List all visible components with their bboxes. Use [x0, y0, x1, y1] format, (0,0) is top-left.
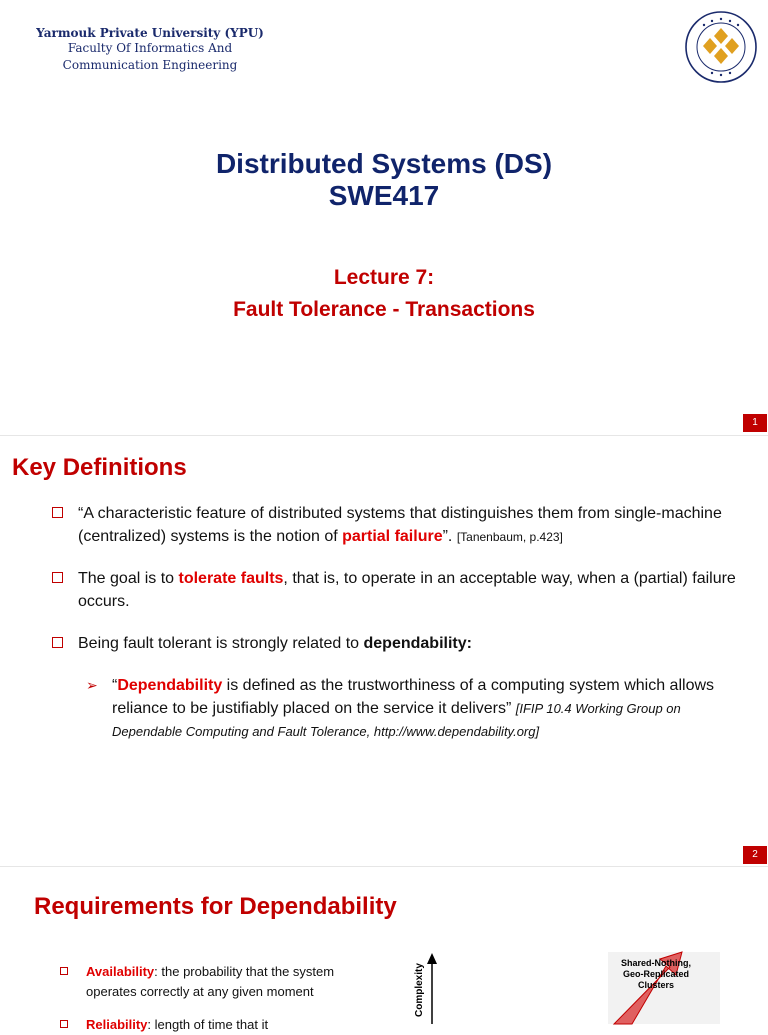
chart-label-3: Clusters — [637, 980, 675, 990]
faculty-line-1: Faculty Of Informatics And — [67, 41, 233, 55]
slide-number: 2 — [743, 846, 767, 864]
emphasis-text: Availability — [86, 964, 155, 979]
university-seal-icon — [684, 10, 758, 84]
citation: [IFIP 10.4 Working Group on Dependable Computing and Fault Tolerance, http://www.dependability.org] — [112, 701, 681, 739]
faculty-line-2: Communication Engineering — [62, 58, 238, 72]
slide-heading: Key Definitions — [12, 454, 187, 481]
checkbox-bullet-icon — [52, 637, 63, 648]
bullet-availability — [60, 962, 380, 1002]
bullet-text: The goal is to — [78, 570, 179, 587]
checkbox-bullet-icon — [60, 1020, 68, 1028]
complexity-diagram — [400, 867, 768, 1024]
bullet-dependability — [52, 632, 742, 655]
university-name: Yarmouk Private University (YPU) — [36, 26, 264, 40]
citation: [Tanenbaum, p.423] — [456, 530, 563, 544]
emphasis-text: tolerate faults — [178, 570, 284, 587]
chart-label-2: Geo-Replicated — [622, 969, 690, 979]
bullet-partial-failure — [52, 502, 742, 549]
bullet-text-end: , that is, to operate in an acceptable way, when a (partial) failure occurs. — [78, 570, 736, 610]
emphasis-text: Reliability — [86, 1017, 148, 1032]
emphasis-text: partial failure — [342, 528, 443, 545]
bullet-tolerate-faults — [52, 567, 742, 613]
quote-open: “ — [112, 677, 118, 694]
slide-heading: Requirements for Dependability — [34, 893, 397, 920]
bullet-text: : length of time that it — [147, 1017, 269, 1032]
bullet-reliability — [60, 1015, 380, 1035]
bullet-text: Being fault tolerant is strongly related to — [78, 635, 364, 652]
key-definitions-slide — [0, 436, 768, 866]
title-slide — [0, 0, 768, 435]
emphasis-text: Dependability — [117, 677, 223, 694]
bullet-text: : the probability that the system operates correctly at any given moment — [86, 964, 335, 999]
requirements-slide — [0, 867, 768, 1032]
definition-text: is defined as the trustworthiness of a computing system which allows reliance to be justifiably placed on the service it delivers” — [112, 677, 715, 717]
arrow-bullet-icon: ➢ — [86, 677, 98, 693]
course-title: Distributed Systems (DS) — [215, 148, 553, 179]
checkbox-bullet-icon — [60, 967, 68, 975]
axis-label: Complexity — [414, 963, 425, 1017]
bold-text: dependability: — [363, 635, 472, 652]
university-header — [30, 26, 270, 74]
axis-arrow-icon — [427, 953, 437, 964]
sub-bullet-definition — [86, 674, 736, 743]
lecture-number: Lecture 7: — [333, 266, 435, 289]
lecture-topic: Fault Tolerance - Transactions — [233, 298, 535, 321]
bullet-text-end: ”. — [442, 528, 457, 545]
bullet-text: “A characteristic feature of distributed systems that distinguishes them from single-machine (centralized) systems is the notion of — [78, 505, 722, 545]
slide-number: 1 — [743, 414, 767, 432]
chart-label-1: Shared-Nothing, — [621, 958, 691, 968]
checkbox-bullet-icon — [52, 507, 63, 518]
course-code: SWE417 — [328, 180, 440, 211]
checkbox-bullet-icon — [52, 572, 63, 583]
